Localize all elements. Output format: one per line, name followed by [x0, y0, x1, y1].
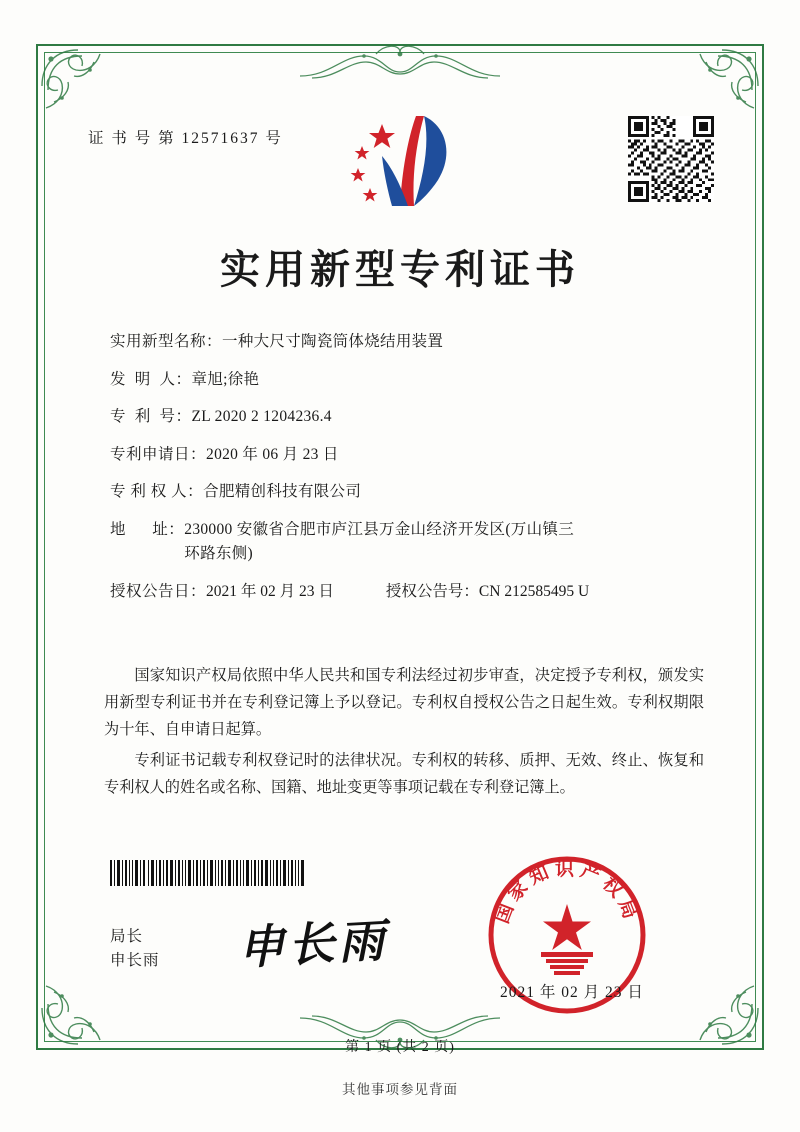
director-title: 局长 [110, 928, 144, 945]
svg-text:国家知识产权局: 国家知识产权局 [490, 858, 644, 927]
field-value: 2020 年 06 月 23 日 [206, 445, 339, 463]
address-line-2: 环路东侧) [184, 545, 253, 562]
field-value: ZL 2020 2 1204236.4 [191, 408, 332, 425]
field-value: 一种大尺寸陶瓷筒体烧结用装置 [222, 333, 444, 350]
field-label: 专 利 权 人： [110, 483, 204, 500]
cnipa-logo-icon [338, 110, 462, 222]
corner-ornament-icon [688, 46, 762, 120]
field-announcement [110, 584, 704, 600]
seal-date: 2021 年 02 月 23 日 [500, 984, 644, 1001]
corner-ornament-icon [38, 46, 112, 120]
handwritten-signature: 申长雨 [236, 913, 390, 975]
field-patent-number [110, 409, 704, 425]
legal-text [104, 662, 704, 805]
barcode [110, 860, 306, 886]
field-inventor [110, 372, 704, 388]
announcement-date-label: 授权公告日： [110, 582, 207, 600]
field-label: 实用新型名称： [110, 333, 223, 350]
field-utility-model-name [110, 334, 704, 350]
paragraph-2: 专利证书记载专利权登记时的法律状况。专利权的转移、质押、无效、终止、恢复和专利权人的姓名或名称、国籍、地址变更等事项记载在专利登记簿上。 [104, 752, 704, 796]
field-label: 专利申请日： [110, 445, 207, 463]
address-line-1: 230000 安徽省合肥市庐江县万金山经济开发区(万山镇三 [184, 520, 575, 538]
field-address [110, 522, 704, 562]
field-patentee [110, 484, 704, 500]
announcement-number-label: 授权公告号： [385, 582, 479, 600]
qr-code [628, 116, 714, 202]
paragraph-1: 国家知识产权局依照中华人民共和国专利法经过初步审查，决定授予专利权，颁发实用新型专利证书并在专利登记簿上予以登记。专利权自授权公告之日起生效。专利权期限为十年、自申请日起算。 [104, 667, 704, 738]
field-application-date [110, 447, 704, 463]
field-value [184, 522, 704, 562]
announcement-number-value: CN 212585495 U [478, 582, 590, 600]
field-list [110, 334, 704, 621]
footnote: 其他事项参见背面 [342, 1082, 458, 1097]
signature-labels [110, 925, 160, 973]
field-value: 合肥精创科技有限公司 [203, 483, 362, 500]
page-number: 第 1 页 (共 2 页) [345, 1040, 455, 1055]
field-label: 发 明 人： [110, 370, 192, 388]
top-ornament-icon [290, 42, 510, 84]
page-title: 实用新型专利证书 [220, 246, 580, 293]
certificate-number: 证 书 号 第 12571637 号 [88, 130, 283, 147]
field-label: 专 利 号： [110, 408, 192, 425]
director-name: 申长雨 [110, 952, 160, 969]
field-value: 章旭;徐艳 [191, 370, 260, 388]
field-label: 地 址： [110, 520, 185, 538]
announcement-date-value: 2021 年 02 月 23 日 [206, 582, 334, 600]
